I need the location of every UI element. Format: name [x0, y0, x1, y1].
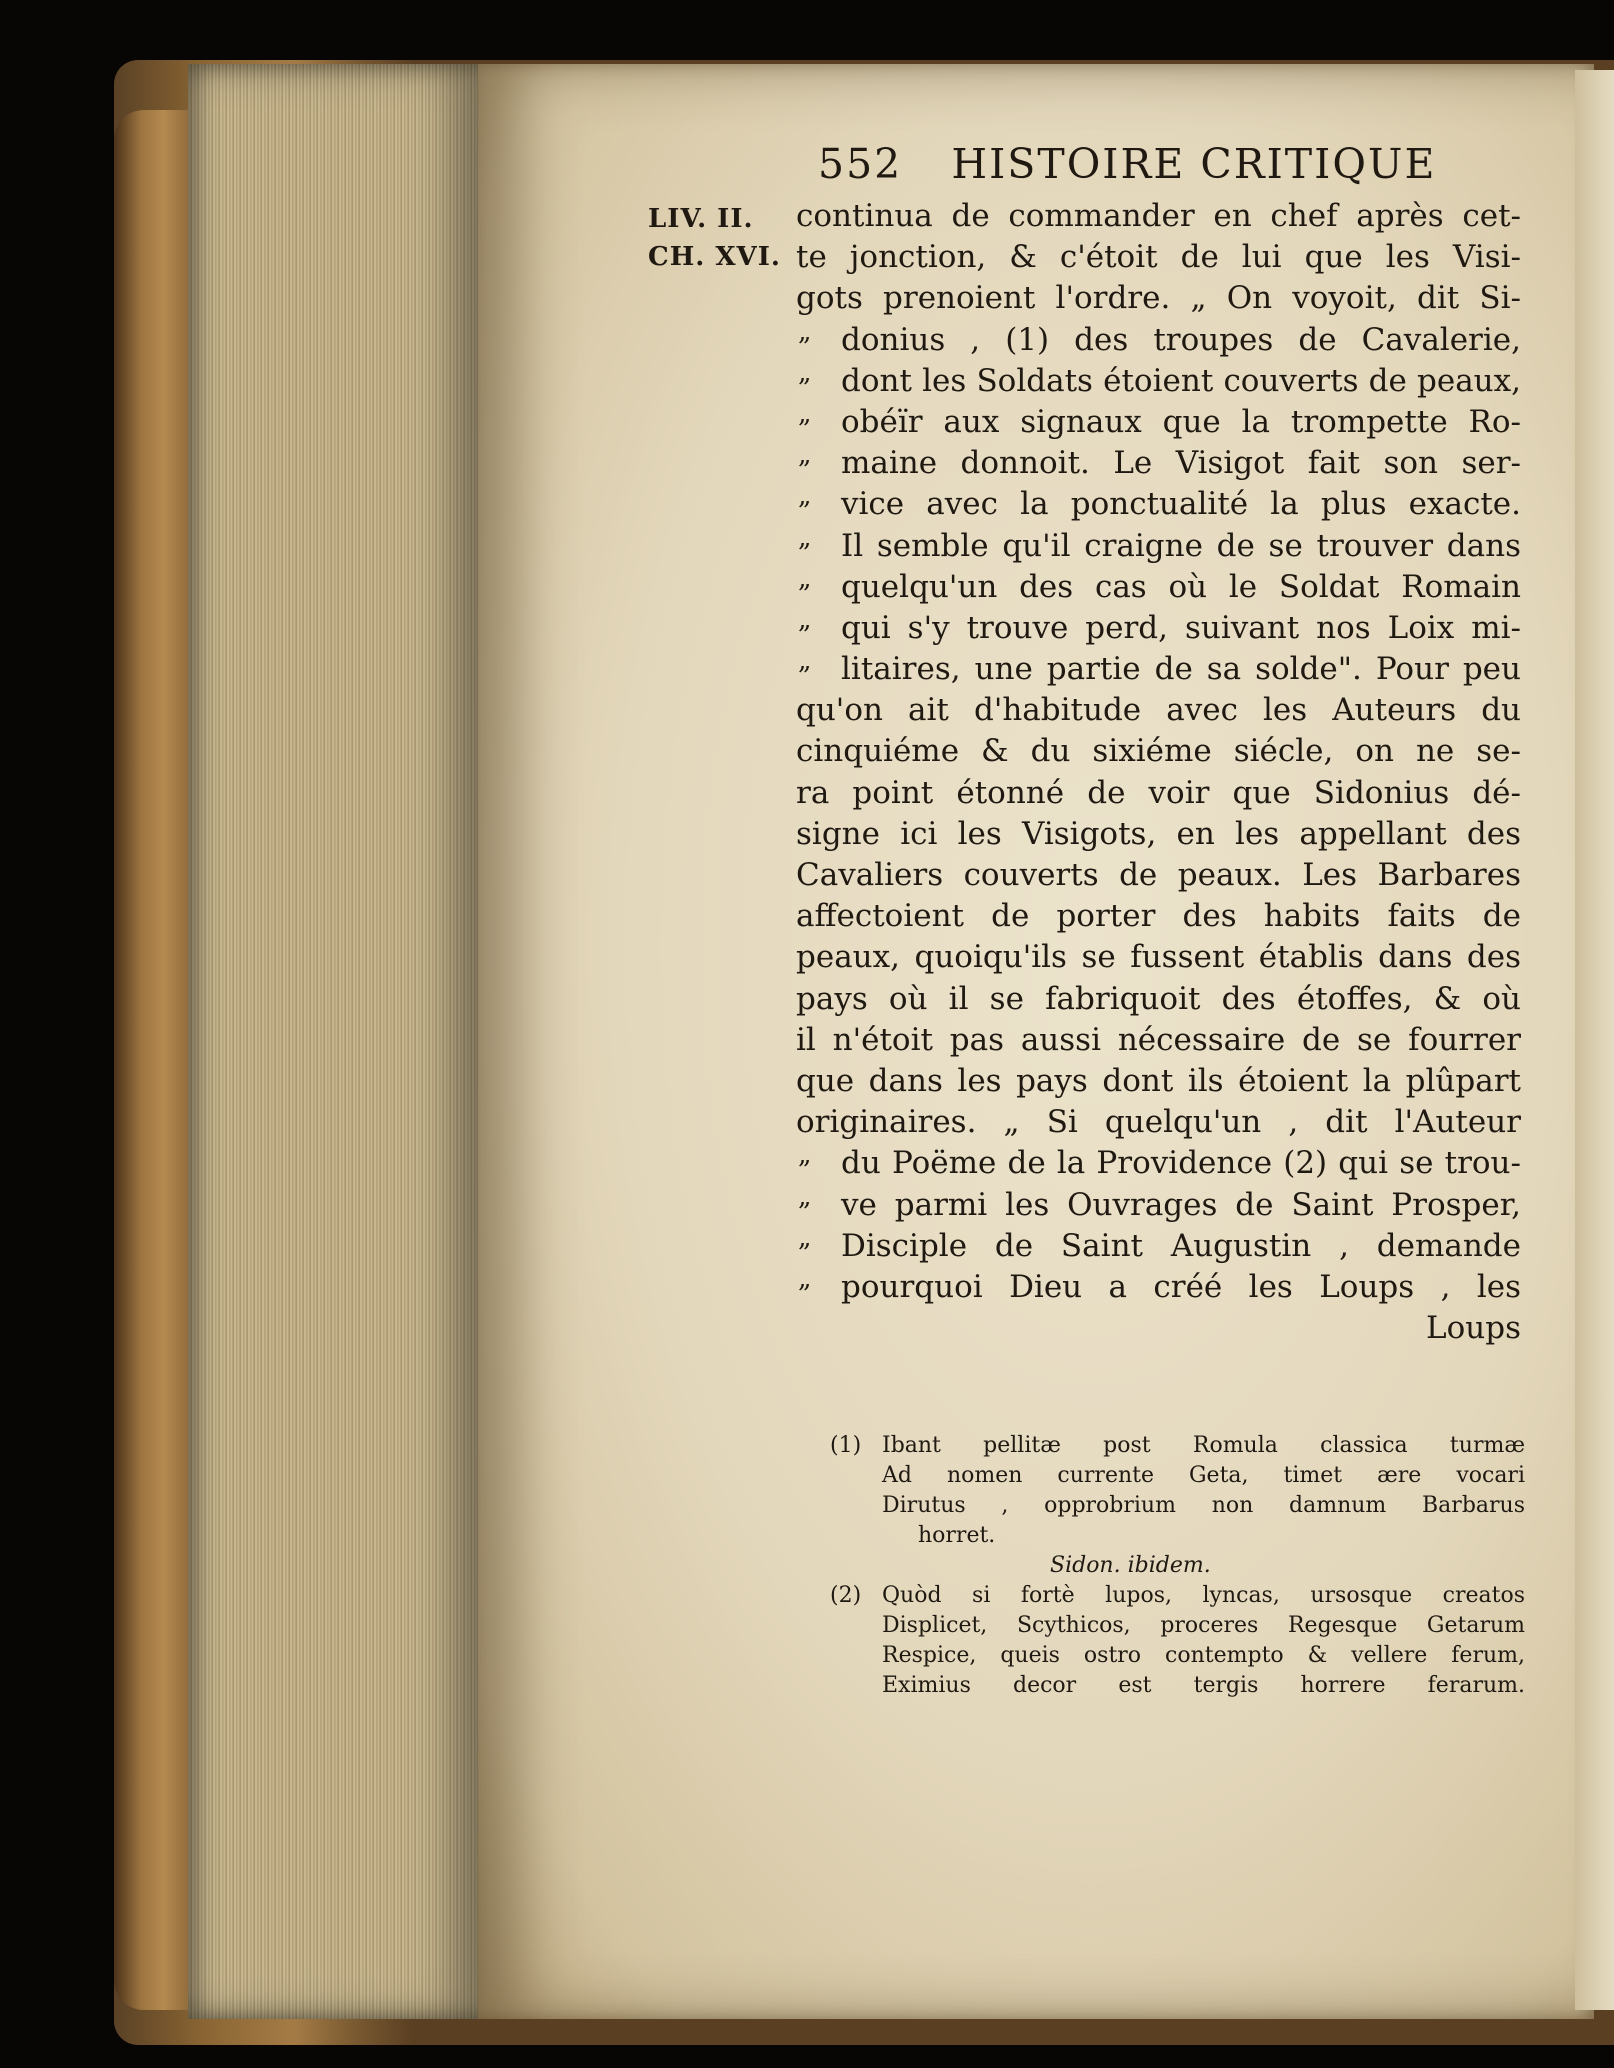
facing-page-edge	[1575, 70, 1614, 2010]
text-line: „ dont les Soldats étoient couverts de peaux,	[796, 361, 1521, 402]
text-line: originaires. „ Si quelqu'un , dit l'Auteur	[796, 1104, 1521, 1141]
text-line: „ qui s'y trouve perd, suivant nos Loix mi-	[796, 608, 1521, 649]
footnote-line	[830, 1611, 1525, 1641]
footnote-line	[830, 1671, 1525, 1701]
text-line: gots prenoient l'ordre. „ On voyoit, dit Si-	[796, 280, 1521, 317]
body-text	[796, 196, 1521, 1349]
footnote-number: (1)	[830, 1433, 862, 1458]
running-title: HISTOIRE CRITIQUE	[951, 140, 1437, 188]
footnote-line	[830, 1641, 1525, 1671]
running-head	[818, 140, 1598, 188]
footnote-line	[830, 1521, 1525, 1551]
footnote-line	[830, 1491, 1525, 1521]
text-line: affectoient de porter des habits faits de	[796, 898, 1521, 935]
page-number: 552	[818, 140, 903, 188]
text-line: „ du Poëme de la Providence (2) qui se trou-	[796, 1143, 1521, 1184]
margin-note-book: LIV. II.	[648, 204, 754, 234]
text-line: „ ve parmi les Ouvrages de Saint Prosper,	[796, 1185, 1521, 1226]
text-line: „ obéïr aux signaux que la trompette Ro-	[796, 402, 1521, 443]
text-line: pays où il se fabriquoit des étoffes, & où	[796, 980, 1521, 1017]
page-edges	[188, 64, 483, 2019]
text-line: „ vice avec la ponctualité la plus exacte.	[796, 484, 1521, 525]
text-line: ra point étonné de voir que Sidonius dé-	[796, 774, 1521, 811]
footnote-text: Respice, queis ostro contempto & vellere ferum,	[882, 1643, 1525, 1668]
text-line: „ Disciple de Saint Augustin , demande	[796, 1226, 1521, 1267]
text-line: „ Il semble qu'il craigne de se trouver dans	[796, 526, 1521, 567]
text-line: peaux, quoiqu'ils se fussent établis dans des	[796, 939, 1521, 976]
catchword: Loups	[1426, 1310, 1521, 1347]
footnotes	[830, 1431, 1525, 1701]
footnote-line	[830, 1581, 1525, 1611]
text-line: signe ici les Visigots, en les appellant des	[796, 815, 1521, 852]
margin-note	[648, 200, 798, 276]
footnote-text: horret.	[918, 1523, 996, 1548]
text-line: qu'on ait d'habitude avec les Auteurs du	[796, 692, 1521, 729]
margin-note-chapter: CH. XVI.	[648, 242, 781, 272]
footnote-text: Ibant pellitæ post Romula classica turmæ	[882, 1433, 1525, 1458]
text-line: „ quelqu'un des cas où le Soldat Romain	[796, 567, 1521, 608]
footnote-text: Ad nomen currente Geta, timet ære vocari	[882, 1463, 1525, 1488]
footnote-text: Displicet, Scythicos, proceres Regesque Getarum	[882, 1613, 1525, 1638]
text-line: continua de commander en chef après cet-	[796, 198, 1521, 234]
footnote-line	[830, 1431, 1525, 1461]
text-line: „ donius , (1) des troupes de Cavalerie,	[796, 320, 1521, 361]
text-line: Cavaliers couverts de peaux. Les Barbares	[796, 857, 1521, 893]
footnote-text: Quòd si fortè lupos, lyncas, ursosque creatos	[882, 1583, 1525, 1608]
footnote-line	[830, 1461, 1525, 1491]
footnote-text: Dirutus , opprobrium non damnum Barbarus	[882, 1493, 1525, 1518]
text-line: „ litaires, une partie de sa solde". Pour peu	[796, 649, 1521, 690]
text-line: „ pourquoi Dieu a créé les Loups , les	[796, 1267, 1521, 1308]
footnote-citation	[830, 1551, 1525, 1581]
text-line: cinquiéme & du sixiéme siécle, on ne se-	[796, 733, 1521, 770]
text-line: te jonction, & c'étoit de lui que les Visi-	[796, 239, 1521, 276]
footnote-text: Eximius decor est tergis horrere ferarum.	[882, 1673, 1525, 1698]
text-line: „ maine donnoit. Le Visigot fait son ser-	[796, 443, 1521, 484]
text-line: que dans les pays dont ils étoient la plûpart	[796, 1062, 1521, 1099]
text-line: il n'étoit pas aussi nécessaire de se fourrer	[796, 1021, 1521, 1058]
footnote-text: Sidon. ibidem.	[1050, 1553, 1211, 1578]
footnote-number: (2)	[830, 1583, 862, 1608]
